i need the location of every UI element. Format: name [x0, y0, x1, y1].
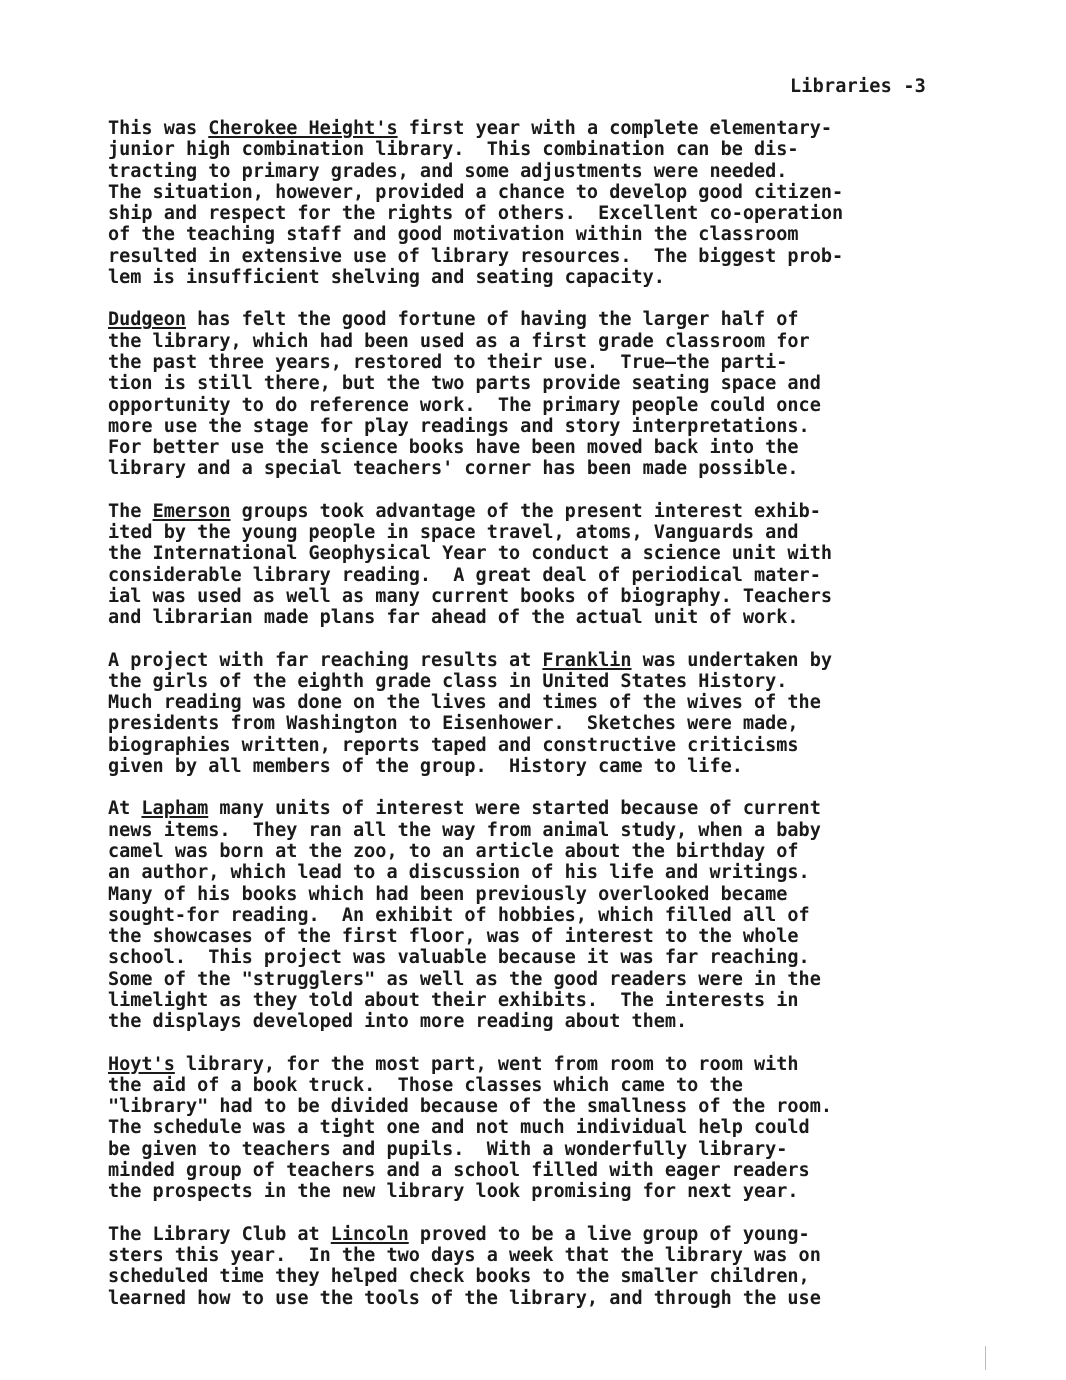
text-segment: the showcases of the first floor, was of interest to the whole: [108, 926, 799, 948]
text-segment: of the teaching staff and good motivation within the classroom: [108, 224, 799, 246]
paragraph: [108, 1224, 1008, 1309]
text-segment: opportunity to do reference work. The primary people could once: [108, 394, 821, 416]
text-line: [108, 1288, 1008, 1309]
text-segment: given by all members of the group. History came to life.: [108, 756, 743, 778]
text-segment: presidents from Washington to Eisenhower. Sketches were made,: [108, 713, 799, 735]
text-segment: For better use the science books have been moved back into the: [108, 437, 799, 459]
text-line: [108, 1011, 1008, 1032]
school-name: Emerson: [152, 500, 231, 522]
text-segment: proved to be a live group of young-: [408, 1223, 810, 1245]
text-segment: camel was born at the zoo, to an article about the birthday of: [108, 840, 799, 862]
text-line: [108, 1224, 1008, 1245]
text-segment: The Library Club at: [108, 1223, 331, 1245]
text-line: [108, 650, 1008, 671]
paragraph: [108, 798, 1008, 1032]
text-segment: considerable library reading. A great deal of periodical mater-: [108, 564, 821, 586]
text-segment: The schedule was a tight one and not much individual help could: [108, 1117, 810, 1139]
text-segment: biographies written, reports taped and constructive criticisms: [108, 734, 799, 756]
text-line: [108, 437, 1008, 458]
text-segment: minded group of teachers and a school filled with eager readers: [108, 1160, 810, 1182]
text-line: [108, 990, 1008, 1011]
text-line: [108, 586, 1008, 607]
text-line: [108, 203, 1008, 224]
school-name: Franklin: [542, 649, 632, 671]
text-line: [108, 692, 1008, 713]
text-line: [108, 1075, 1008, 1096]
text-line: [108, 267, 1008, 288]
text-line: [108, 820, 1008, 841]
text-segment: the past three years, restored to their use. True—the parti-: [108, 351, 788, 373]
text-segment: "library" had to be divided because of the smallness of the room.: [108, 1096, 832, 1118]
text-segment: resulted in extensive use of library resources. The biggest prob-: [108, 245, 844, 267]
text-line: [108, 884, 1008, 905]
school-name: Cherokee Height's: [208, 118, 398, 139]
text-line: [108, 926, 1008, 947]
margin-mark: [985, 1346, 986, 1370]
document-body: [108, 118, 1008, 1330]
paragraph: [108, 309, 1008, 479]
text-line: [108, 373, 1008, 394]
text-line: [108, 395, 1008, 416]
text-line: [108, 905, 1008, 926]
text-line: [108, 522, 1008, 543]
text-line: [108, 1139, 1008, 1160]
page-header: Libraries -3: [789, 76, 926, 97]
text-segment: lem is insufficient shelving and seating capacity.: [108, 267, 665, 289]
text-line: [108, 1266, 1008, 1287]
text-line: [108, 565, 1008, 586]
text-segment: Some of the "strugglers" as well as the good readers were in the: [108, 968, 821, 990]
text-segment: school. This project was valuable because it was far reaching.: [108, 947, 810, 969]
text-segment: tion is still there, but the two parts provide seating space and: [108, 373, 821, 395]
text-segment: At: [108, 798, 142, 820]
text-line: [108, 352, 1008, 373]
text-line: [108, 1160, 1008, 1181]
text-segment: the aid of a book truck. Those classes which came to the: [108, 1074, 743, 1096]
text-segment: ial was used as well as many current books of biography. Teachers: [108, 585, 832, 607]
paragraph: [108, 501, 1008, 629]
text-line: [108, 543, 1008, 564]
text-line: [108, 841, 1008, 862]
text-line: [108, 501, 1008, 522]
school-name: Dudgeon: [108, 309, 186, 331]
text-line: [108, 246, 1008, 267]
text-segment: the library, which had been used as a first grade classroom for: [108, 330, 810, 352]
text-segment: ited by the young people in space travel, atoms, Vanguards and: [108, 522, 799, 544]
text-segment: junior high combination library. This combination can be dis-: [108, 139, 799, 161]
text-segment: A project with far reaching results at: [108, 649, 543, 671]
paragraph: [108, 118, 1008, 288]
school-name: Lincoln: [330, 1223, 409, 1245]
text-segment: sought-for reading. An exhibit of hobbies, which filled all of: [108, 904, 810, 926]
text-segment: ship and respect for the rights of others. Excellent co-operation: [108, 203, 844, 225]
text-line: [108, 735, 1008, 756]
school-name: Hoyt's: [108, 1053, 175, 1075]
text-line: [108, 1054, 1008, 1075]
text-line: [108, 224, 1008, 245]
text-segment: Many of his books which had been previously overlooked became: [108, 883, 788, 905]
paragraph: [108, 1054, 1008, 1203]
text-segment: the girls of the eighth grade class in United States History.: [108, 670, 788, 692]
text-line: [108, 969, 1008, 990]
text-segment: library, for the most part, went from room to room with: [174, 1053, 799, 1075]
text-segment: library and a special teachers' corner has been made possible.: [108, 458, 799, 480]
text-line: [108, 161, 1008, 182]
text-line: [108, 1181, 1008, 1202]
text-line: [108, 416, 1008, 437]
text-segment: Much reading was done on the lives and times of the wives of the: [108, 692, 821, 714]
text-segment: tracting to primary grades, and some adjustments were needed.: [108, 160, 788, 182]
text-segment: the prospects in the new library look promising for next year.: [108, 1181, 799, 1203]
text-segment: be given to teachers and pupils. With a wonderfully library-: [108, 1138, 788, 1160]
text-line: [108, 947, 1008, 968]
text-segment: the displays developed into more reading about them.: [108, 1011, 688, 1033]
text-segment: the International Geophysical Year to conduct a science unit with: [108, 543, 832, 565]
text-line: [108, 1096, 1008, 1117]
text-segment: and librarian made plans far ahead of the actual unit of work.: [108, 607, 799, 629]
text-segment: many units of interest were started because of current: [208, 798, 821, 820]
school-name: Lapham: [141, 798, 209, 820]
text-line: [108, 458, 1008, 479]
text-segment: an author, which lead to a discussion of his life and writings.: [108, 862, 810, 884]
text-segment: news items. They ran all the way from animal study, when a baby: [108, 819, 821, 841]
text-line: [108, 607, 1008, 628]
paragraph: [108, 650, 1008, 778]
text-line: [108, 1117, 1008, 1138]
text-segment: learned how to use the tools of the library, and through the use: [108, 1287, 821, 1309]
text-line: [108, 1245, 1008, 1266]
text-segment: more use the stage for play readings and story interpretations.: [108, 415, 810, 437]
text-line: [108, 713, 1008, 734]
text-segment: was undertaken by: [631, 649, 832, 671]
text-segment: scheduled time they helped check books to the smaller children,: [108, 1266, 810, 1288]
text-line: [108, 309, 1008, 330]
text-segment: groups took advantage of the present interest exhib-: [230, 500, 821, 522]
text-line: [108, 118, 1008, 139]
text-segment: limelight as they told about their exhibits. The interests in: [108, 989, 799, 1011]
text-line: [108, 331, 1008, 352]
text-segment: This was: [108, 118, 209, 139]
text-line: [108, 671, 1008, 692]
text-line: [108, 862, 1008, 883]
text-segment: The: [108, 500, 153, 522]
text-segment: sters this year. In the two days a week that the library was on: [108, 1244, 821, 1266]
text-segment: first year with a complete elementary-: [397, 118, 832, 139]
text-segment: The situation, however, provided a chance to develop good citizen-: [108, 181, 844, 203]
text-line: [108, 182, 1008, 203]
text-line: [108, 756, 1008, 777]
text-line: [108, 139, 1008, 160]
text-line: [108, 798, 1008, 819]
text-segment: has felt the good fortune of having the larger half of: [185, 309, 799, 331]
